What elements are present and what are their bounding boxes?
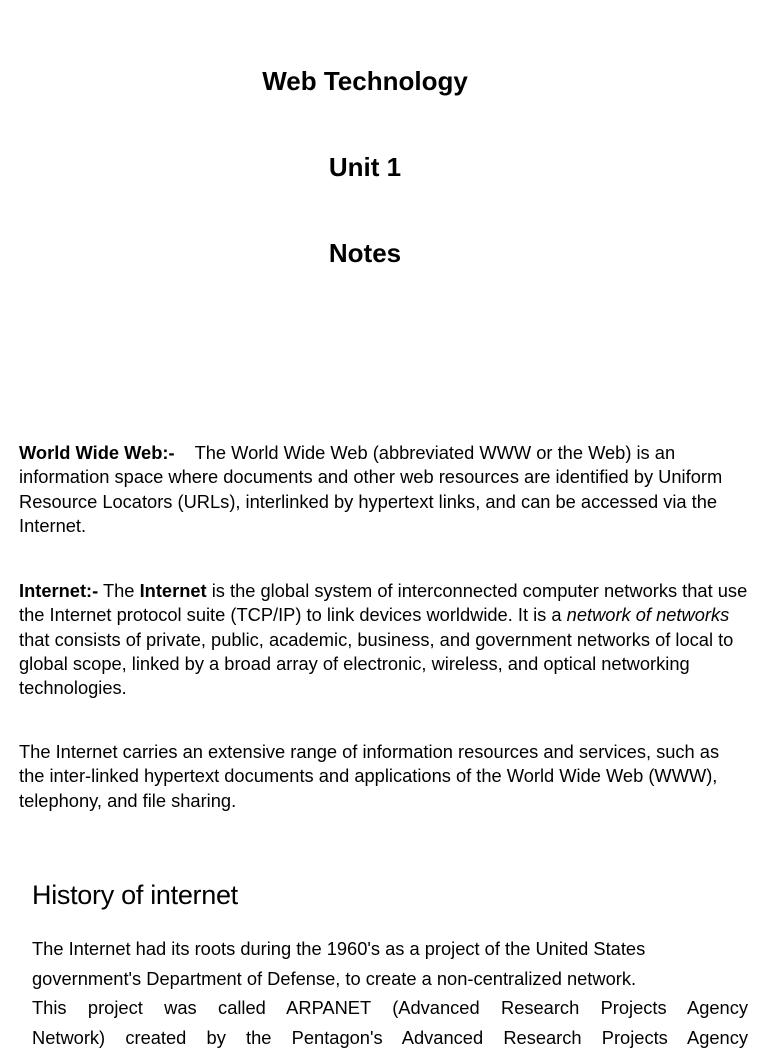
internet-text-2: is the global system of interconnected computer networks that use the Internet protocol suite (TCP/IP) to link devices worldwide. It is a [19, 580, 747, 625]
internet-text-1: The [103, 580, 135, 601]
www-term: World Wide Web:- [19, 442, 175, 463]
history-heading: History of internet [32, 880, 238, 911]
history-line: government's Department of Defense, to create a non-centralized network. [32, 964, 748, 994]
internet-text-3: that consists of private, public, academic, business, and government networks of local to global scope, linked by a broad array of electronic, wireless, and optical networking technologies. [19, 629, 733, 699]
internet-italic-phrase: network of networks [567, 604, 730, 625]
internet-bold-word: Internet [140, 580, 207, 601]
internet-paragraph [19, 579, 749, 700]
history-line: This project was called ARPANET (Advanced Research Projects Agency [32, 993, 748, 1023]
history-line: Network) created by the Pentagon's Advanced Research Projects Agency [32, 1023, 748, 1052]
resources-paragraph: The Internet carries an extensive range of information resources and services, such as the inter-linked hypertext documents and applications of the World Wide Web (WWW), telephony, and file sharing. [19, 740, 749, 813]
history-paragraph [32, 934, 748, 1052]
document-title: Web Technology [0, 66, 730, 97]
history-line: The Internet had its roots during the 1960's as a project of the United States [32, 934, 748, 964]
www-definition: The World Wide Web (abbreviated WWW or the Web) is an information space where documents and other web resources are identified by Uniform Resource Locators (URLs), interlinked by hypertext links, and can be accessed via the Internet. [19, 442, 722, 536]
www-paragraph [19, 441, 749, 538]
notes-heading: Notes [0, 238, 730, 269]
unit-heading: Unit 1 [0, 152, 730, 183]
internet-term: Internet:- [19, 580, 98, 601]
